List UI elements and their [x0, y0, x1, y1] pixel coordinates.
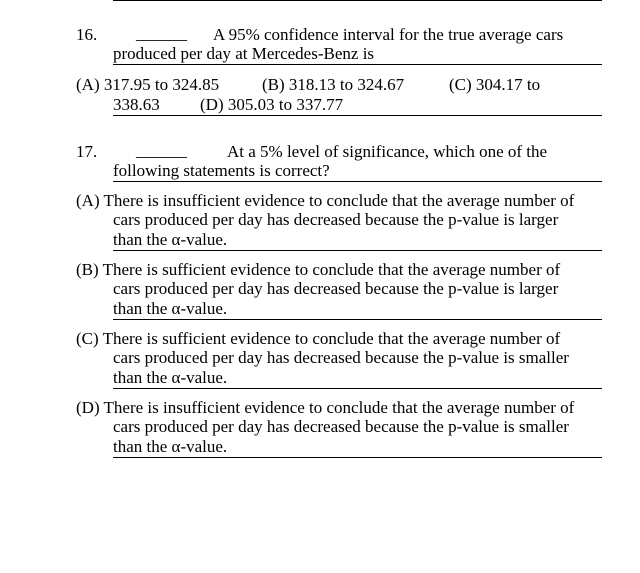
divider — [113, 457, 602, 458]
option-a-cont: than the α-value. — [113, 230, 228, 249]
option-b: (B) 318.13 to 324.67 — [262, 75, 405, 94]
option-d-cont: than the α-value. — [113, 437, 228, 456]
question-number: 16. — [76, 25, 98, 44]
question-prompt: A 95% confidence interval for the true average cars — [213, 25, 564, 44]
option-c: (C) 304.17 to — [449, 75, 541, 94]
question-number: 17. — [76, 142, 98, 161]
divider — [113, 388, 602, 389]
option-a: (A) There is insufficient evidence to conclude that the average number of — [76, 191, 575, 210]
option-c: (C) There is sufficient evidence to conclude that the average number of — [76, 329, 561, 348]
top-divider — [113, 0, 602, 1]
question-prompt-cont: produced per day at Mercedes-Benz is — [113, 44, 375, 63]
option-d: (D) 305.03 to 337.77 — [200, 95, 344, 114]
option-d-cont: cars produced per day has decreased because the p-value is smaller — [113, 417, 569, 436]
divider — [113, 181, 602, 182]
option-b-cont: cars produced per day has decreased because the p-value is larger — [113, 279, 559, 298]
option-b-cont: than the α-value. — [113, 299, 228, 318]
option-c-cont: 338.63 — [113, 95, 160, 114]
divider — [113, 115, 602, 116]
question-prompt: At a 5% level of significance, which one of the — [227, 142, 548, 161]
option-b: (B) There is sufficient evidence to conclude that the average number of — [76, 260, 561, 279]
option-c-cont: than the α-value. — [113, 368, 228, 387]
option-c-cont: cars produced per day has decreased because the p-value is smaller — [113, 348, 569, 367]
answer-blank: ______ — [136, 24, 187, 43]
question-prompt-cont: following statements is correct? — [113, 161, 330, 180]
divider — [113, 64, 602, 65]
option-a-cont: cars produced per day has decreased because the p-value is larger — [113, 210, 559, 229]
answer-blank: ______ — [136, 141, 187, 160]
divider — [113, 319, 602, 320]
divider — [113, 250, 602, 251]
option-a: (A) 317.95 to 324.85 — [76, 75, 220, 94]
option-d: (D) There is insufficient evidence to conclude that the average number of — [76, 398, 575, 417]
